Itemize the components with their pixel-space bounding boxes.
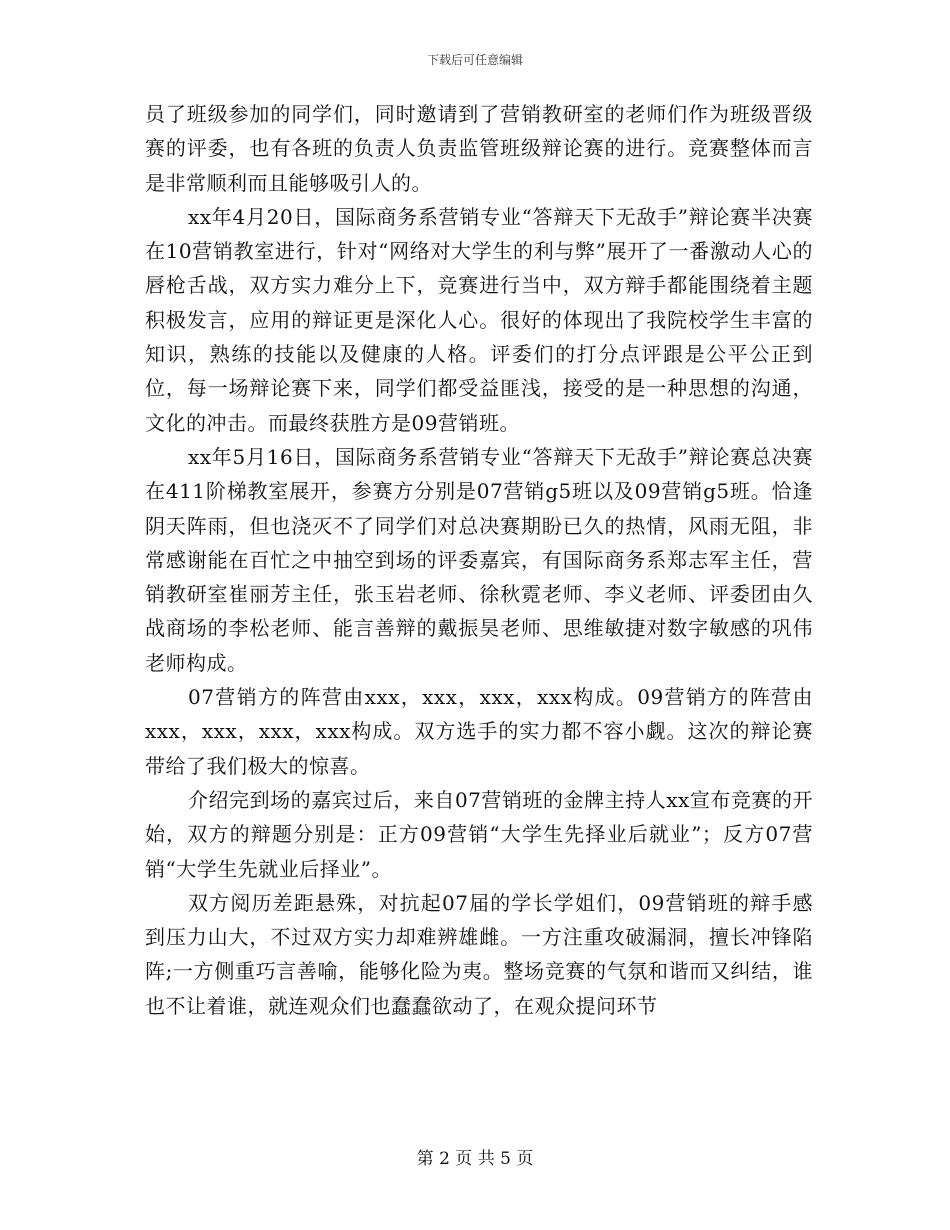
document-body bbox=[145, 97, 813, 1023]
page-header: 下载后可任意编辑 bbox=[426, 53, 523, 67]
paragraph-4: 07营销方的阵营由xxx，xxx，xxx，xxx构成。09营销方的阵营由xxx，xxx，xxx，xxx构成。双方选手的实力都不容小觑。这次的辩论赛带给了我们极大的惊喜。 bbox=[145, 685, 813, 778]
paragraph-1: 员了班级参加的同学们，同时邀请到了营销教研室的老师们作为班级晋级赛的评委，也有各班的负责人负责监管班级辩论赛的进行。竞赛整体而言是非常顺利而且能够吸引人的。 bbox=[145, 102, 813, 195]
paragraph-2: xx年4月20日，国际商务系营销专业“答辩天下无敌手”辩论赛半决赛在10营销教室进行，针对“网络对大学生的利与弊”展开了一番激动人心的唇枪舌战，双方实力难分上下，竞赛进行当中，双方辩手都能围绕着主题积极发言，应用的辩证更是深化人心。很好的体现出了我院校学生丰富的知识，熟练的技能以及健康的人格。评委们的打分点评跟是公平公正到位，每一场辩论赛下来，同学们都受益匪浅，接受的是一种思想的沟通，文化的冲击。而最终获胜方是09营销班。 bbox=[145, 204, 813, 435]
page-number: 第 2 页 共 5 页 bbox=[416, 1149, 534, 1169]
paragraph-5: 介绍完到场的嘉宾过后，来自07营销班的金牌主持人xx宣布竞赛的开始，双方的辩题分别是：正方09营销“大学生先择业后就业”；反方07营销“大学生先就业后择业”。 bbox=[145, 787, 813, 881]
paragraph-6: 双方阅历差距悬殊，对抗起07届的学长学姐们，09营销班的辩手感到压力山大，不过双方实力却难辨雄雌。一方注重攻破漏洞，擅长冲锋陷阵;一方侧重巧言善喻，能够化险为夷。整场竞赛的气氛和谐而又纠结，谁也不让着谁，就连观众们也蠢蠢欲动了，在观众提问环节 bbox=[145, 890, 813, 1018]
paragraph-3: xx年5月16日，国际商务系营销专业“答辩天下无敌手”辩论赛总决赛在411阶梯教室展开，参赛方分别是07营销g5班以及09营销g5班。恰逢阴天阵雨，但也浇灭不了同学们对总决赛期盼已久的热情，风雨无阻，非常感谢能在百忙之中抽空到场的评委嘉宾，有国际商务系郑志军主任，营销教研室崔丽芳主任，张玉岩老师、徐秋霓老师、李义老师、评委团由久战商场的李松老师、能言善辩的戴振昊老师、思维敏捷对数字敏感的巩伟老师构成。 bbox=[145, 444, 813, 675]
